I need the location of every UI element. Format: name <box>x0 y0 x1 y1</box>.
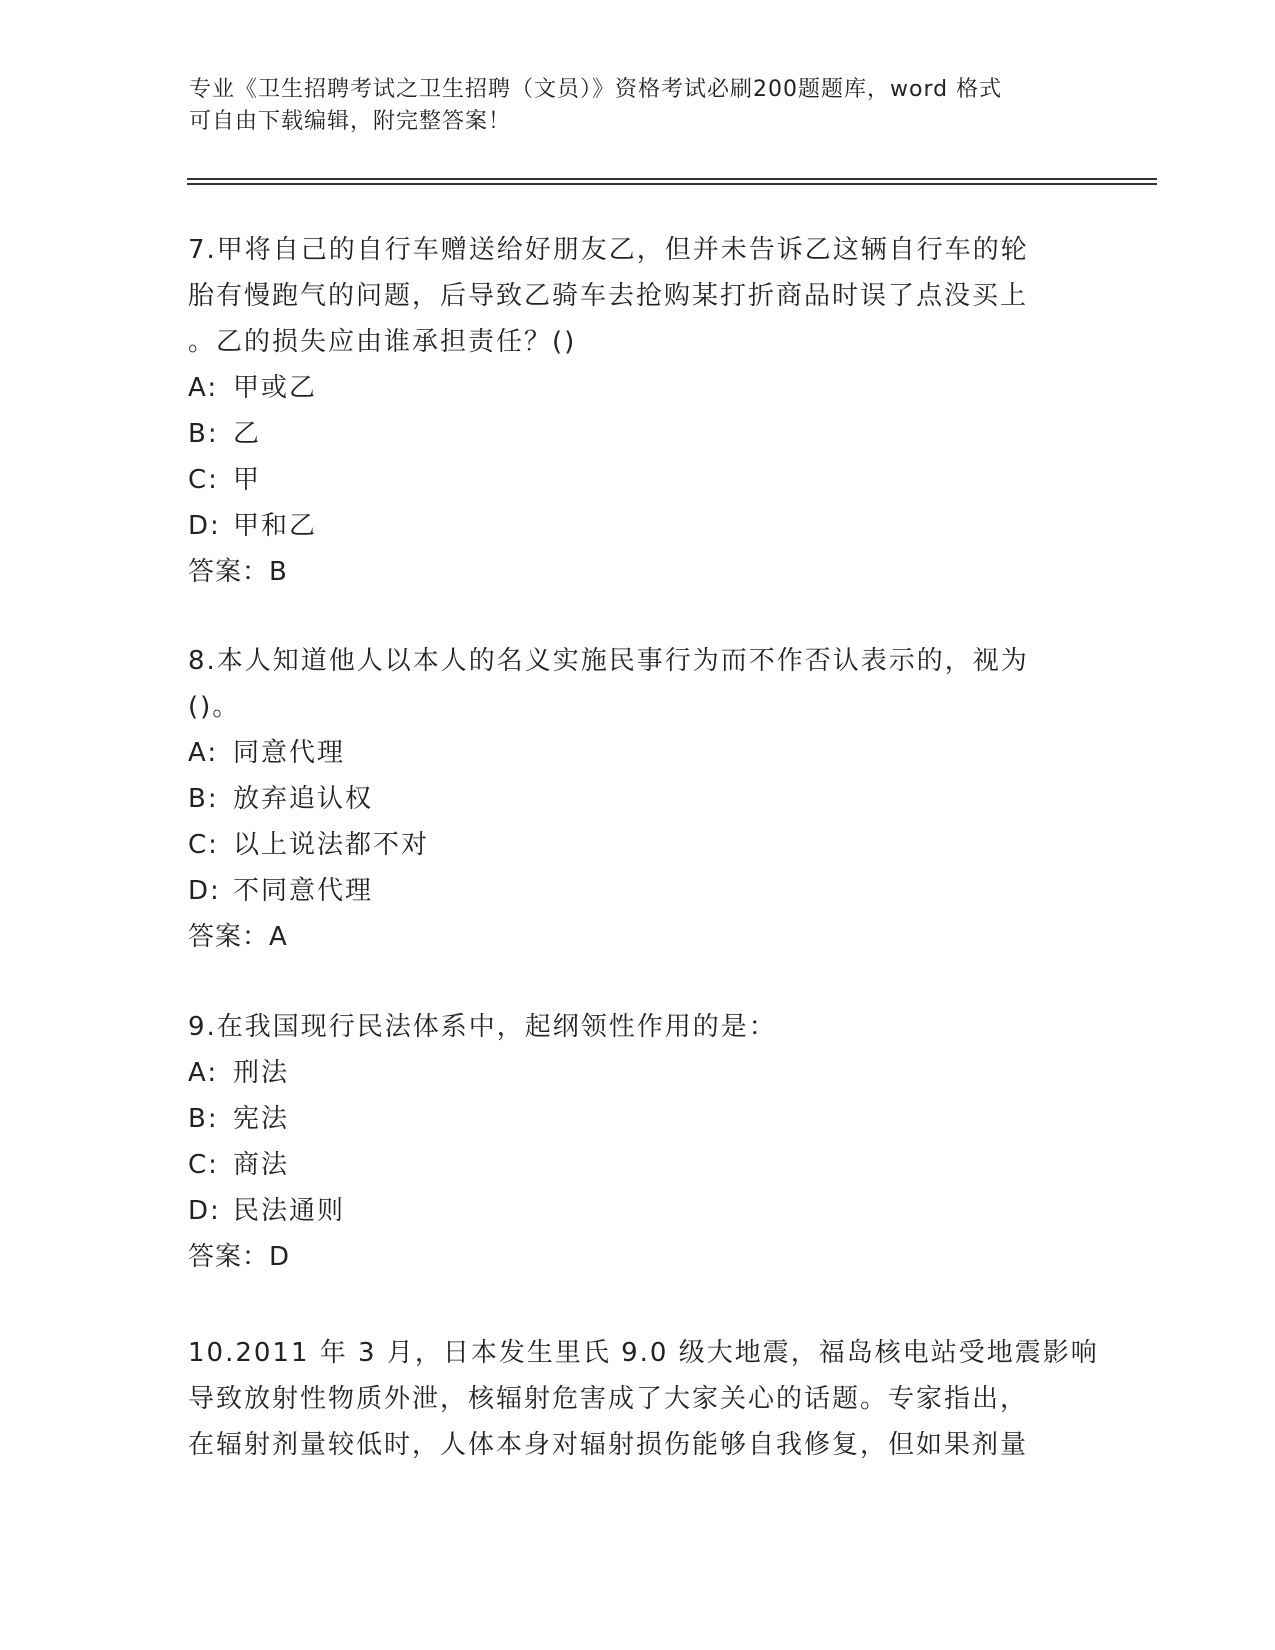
option-a <box>188 365 1088 411</box>
option-d <box>188 868 1088 914</box>
answer-label: 答案：D <box>188 1242 291 1272</box>
option-key: A: <box>188 1058 219 1088</box>
option-text: 甲和乙 <box>233 511 318 541</box>
option-text: 乙 <box>233 419 262 449</box>
option-key: B: <box>188 784 219 814</box>
option-text: 不同意代理 <box>233 876 374 906</box>
header-divider-top <box>187 178 1157 180</box>
option-key: D: <box>188 1196 221 1226</box>
option-b <box>188 776 1088 822</box>
option-key: A: <box>188 738 219 768</box>
option-d <box>188 1188 1088 1234</box>
question-text-line: ()。 <box>188 692 241 722</box>
answer-label: 答案：A <box>188 922 288 952</box>
option-b <box>188 1096 1088 1142</box>
option-key: A: <box>188 373 219 403</box>
option-key: C: <box>188 830 219 860</box>
question-9 <box>188 1004 1088 1280</box>
option-text: 民法通则 <box>233 1196 346 1226</box>
option-text: 以上说法都不对 <box>233 830 430 860</box>
question-10 <box>188 1330 1099 1468</box>
question-text-line: 在辐射剂量较低时，人体本身对辐射损伤能够自我修复，但如果剂量 <box>188 1430 1029 1460</box>
option-text: 甲或乙 <box>233 373 318 403</box>
option-text: 放弃追认权 <box>233 784 374 814</box>
option-c <box>188 457 1088 503</box>
option-key: B: <box>188 419 219 449</box>
option-a <box>188 730 1088 776</box>
header-divider-bottom <box>187 183 1157 185</box>
option-d <box>188 503 1088 549</box>
option-text: 刑法 <box>233 1058 290 1088</box>
question-8 <box>188 638 1088 960</box>
option-key: C: <box>188 1150 219 1180</box>
option-text: 商法 <box>233 1150 290 1180</box>
option-text: 甲 <box>233 465 262 495</box>
question-text-line: 。乙的损失应由谁承担责任？() <box>188 327 577 357</box>
option-key: D: <box>188 876 221 906</box>
question-7 <box>188 227 1088 595</box>
option-c <box>188 822 1088 868</box>
question-text-line: 9.在我国现行民法体系中，起纲领性作用的是： <box>188 1012 777 1042</box>
question-text-line: 胎有慢跑气的问题，后导致乙骑车去抢购某打折商品时误了点没买上 <box>188 281 1029 311</box>
option-c <box>188 1142 1088 1188</box>
question-text-line: 7.甲将自己的自行车赠送给好朋友乙，但并未告诉乙这辆自行车的轮 <box>188 235 1029 265</box>
document-header <box>189 74 1089 138</box>
header-title-line-2: 可自由下载编辑，附完整答案！ <box>189 109 512 134</box>
question-text-line: 10.2011 年 3 月，日本发生里氏 9.0 级大地震，福岛核电站受地震影响 <box>188 1338 1099 1368</box>
answer-label: 答案：B <box>188 557 288 587</box>
option-key: B: <box>188 1104 219 1134</box>
option-text: 同意代理 <box>233 738 346 768</box>
option-a <box>188 1050 1088 1096</box>
option-key: D: <box>188 511 221 541</box>
question-text-line: 导致放射性物质外泄，核辐射危害成了大家关心的话题。专家指出， <box>188 1384 1029 1414</box>
option-text: 宪法 <box>233 1104 290 1134</box>
option-b <box>188 411 1088 457</box>
option-key: C: <box>188 465 219 495</box>
header-title-line-1: 专业《卫生招聘考试之卫生招聘（文员）》资格考试必刷200题题库，word 格式 <box>189 77 1003 102</box>
question-text-line: 8.本人知道他人以本人的名义实施民事行为而不作否认表示的，视为 <box>188 646 1029 676</box>
